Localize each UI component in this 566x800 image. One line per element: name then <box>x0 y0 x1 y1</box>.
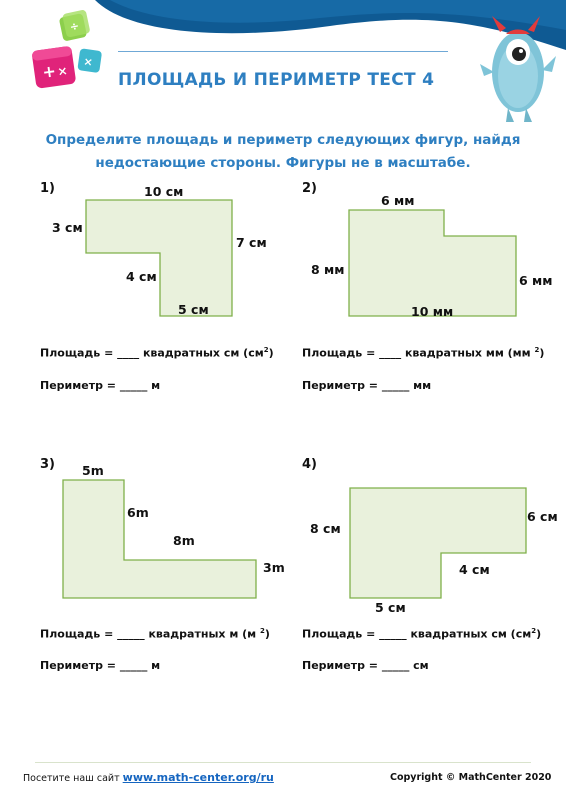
svg-text:×: × <box>56 63 69 79</box>
p2-label-right: 6 мм <box>519 273 553 288</box>
p1-label-right: 7 см <box>236 235 267 250</box>
p3-label-inner-horizontal: 8m <box>173 533 195 548</box>
svg-text:+: + <box>41 61 58 82</box>
problem-4-number: 4) <box>302 457 317 472</box>
p3-area: Площадь = _____ квадратных м (м $^2$) <box>40 627 270 641</box>
svg-text:×: × <box>82 54 94 70</box>
svg-text:÷: ÷ <box>68 19 81 34</box>
p3-label-top: 5m <box>82 463 104 478</box>
p2-label-top: 6 мм <box>381 193 415 208</box>
p1-label-top: 10 см <box>144 184 184 199</box>
p2-label-bottom: 10 мм <box>411 304 454 319</box>
website-link[interactable]: www.math-center.org/ru <box>122 771 274 784</box>
figure-3-shape <box>63 480 256 598</box>
problem-2-number: 2) <box>302 181 317 196</box>
figure-2-shape <box>349 210 516 316</box>
footer-copyright: Copyright © MathCenter 2020 <box>390 772 552 783</box>
p1-label-left: 3 см <box>52 220 83 235</box>
footer-rule <box>35 762 531 763</box>
instructions-line-1: Определите площадь и периметр следующих фигур, найдя <box>45 132 521 148</box>
p1-area: Площадь = ____ квадратных см $(см^2)$ <box>40 346 274 360</box>
instructions-line-2: недостающие стороны. Фигуры не в масштабе. <box>95 155 471 171</box>
footer-visit: Посетите наш сайт www.math-center.org/ru <box>23 771 274 784</box>
p3-label-inner-vertical: 6m <box>127 505 149 520</box>
p4-label-left: 8 см <box>310 521 341 536</box>
page-title: ПЛОЩАДЬ И ПЕРИМЕТР ТЕСТ 4 <box>118 70 435 90</box>
p2-label-left: 8 мм <box>311 262 345 277</box>
p3-label-right: 3m <box>263 560 285 575</box>
p1-perimeter: Периметр = _____ м <box>40 379 161 392</box>
figure-1-shape <box>86 200 232 316</box>
p1-label-bottom: 5 см <box>178 302 209 317</box>
p4-label-bottom: 5 см <box>375 600 406 615</box>
p2-perimeter: Периметр = _____ мм <box>302 379 432 392</box>
figure-4-shape <box>350 488 526 598</box>
p4-perimeter: Периметр = _____ см <box>302 659 429 672</box>
problem-1-number: 1) <box>40 181 55 196</box>
p4-area: Площадь = _____ квадратных см $(см^2)$ <box>302 627 542 641</box>
p4-label-right: 6 см <box>527 509 558 524</box>
p1-label-inner: 4 см <box>126 269 157 284</box>
p3-perimeter: Периметр = _____ м <box>40 659 161 672</box>
p4-label-inner: 4 см <box>459 562 490 577</box>
p2-area: Площадь = ____ квадратных мм (мм $^2$) <box>302 346 545 360</box>
problem-3-number: 3) <box>40 457 55 472</box>
